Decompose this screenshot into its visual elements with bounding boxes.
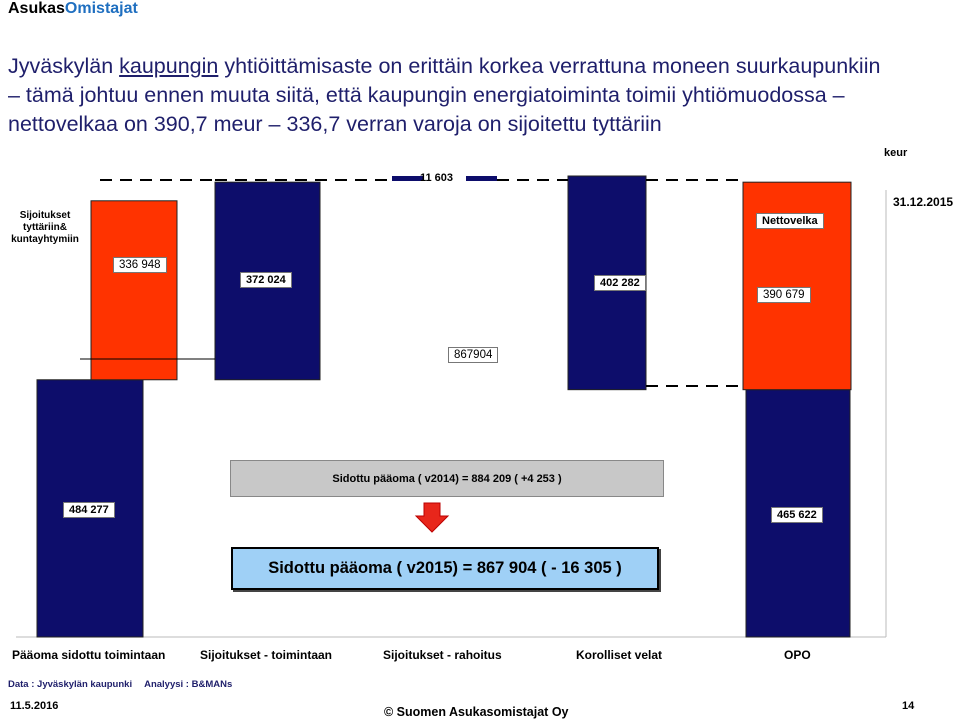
category-label: Pääoma sidottu toimintaan bbox=[12, 648, 166, 662]
category-label: OPO bbox=[784, 648, 811, 662]
brand-part1: Asukas bbox=[8, 0, 65, 17]
headline-line1-post: yhtiöittämisaste on erittäin korkea verrattuna moneen suurkaupunkiin bbox=[218, 54, 881, 78]
nettovelka-label: Nettovelka bbox=[756, 213, 824, 229]
category-label: Sijoitukset - toimintaan bbox=[200, 648, 333, 662]
bar-sijoitukset-rahoitus-right bbox=[466, 176, 497, 181]
data-label-11603: 11 603 bbox=[420, 172, 454, 184]
bar-sijoitukset-rahoitus bbox=[392, 176, 423, 181]
bar-sijoitukset-tyttariin bbox=[91, 201, 177, 380]
data-source: Data : Jyväskylän kaupunki bbox=[8, 679, 133, 690]
arrow-down-icon bbox=[416, 503, 448, 532]
data-label-484277: 484 277 bbox=[63, 502, 115, 518]
side-label bbox=[2, 210, 88, 246]
data-label-390679: 390 679 bbox=[757, 287, 811, 303]
analysis-credit: Analyysi : B&MANs bbox=[144, 679, 233, 690]
footer-date: 11.5.2016 bbox=[10, 700, 59, 712]
headline-line1-pre: Jyväskylän bbox=[8, 54, 120, 78]
footer-copyright: © Suomen Asukasomistajat Oy bbox=[384, 705, 569, 719]
footer-sources bbox=[8, 679, 244, 690]
side-label-line: kuntayhtymiin bbox=[11, 234, 79, 245]
total-label: 867904 bbox=[448, 347, 498, 363]
headline-line3: nettovelkaa on 390,7 meur – 336,7 verran varoja on sijoitettu tyttäriin bbox=[8, 112, 662, 136]
date-label: 31.12.2015 bbox=[893, 195, 954, 209]
sidottu-paaoma-2015-box: Sidottu pääoma ( v2015) = 867 904 ( - 16 305 ) bbox=[231, 547, 659, 590]
data-label-465622: 465 622 bbox=[771, 507, 823, 523]
brand-part2: Omistajat bbox=[64, 0, 138, 17]
data-label-372024: 372 024 bbox=[240, 272, 292, 288]
headline-link[interactable]: kaupungin bbox=[119, 54, 219, 78]
side-label-line: tyttäriin& bbox=[23, 222, 67, 233]
sidottu-paaoma-2014-box: Sidottu pääoma ( v2014) = 884 209 ( +4 253 ) bbox=[230, 460, 664, 497]
data-label-336948: 336 948 bbox=[113, 257, 167, 273]
category-label: Sijoitukset - rahoitus bbox=[383, 648, 502, 662]
side-label-line: Sijoitukset bbox=[19, 210, 71, 221]
data-label-402282: 402 282 bbox=[594, 275, 646, 291]
headline-line2: – tämä johtuu ennen muuta siitä, että kaupungin energiatoiminta toimii yhtiömuodossa – bbox=[8, 83, 845, 107]
unit-label: keur bbox=[884, 147, 908, 159]
page-number: 14 bbox=[902, 700, 915, 712]
category-label: Korolliset velat bbox=[576, 648, 663, 662]
